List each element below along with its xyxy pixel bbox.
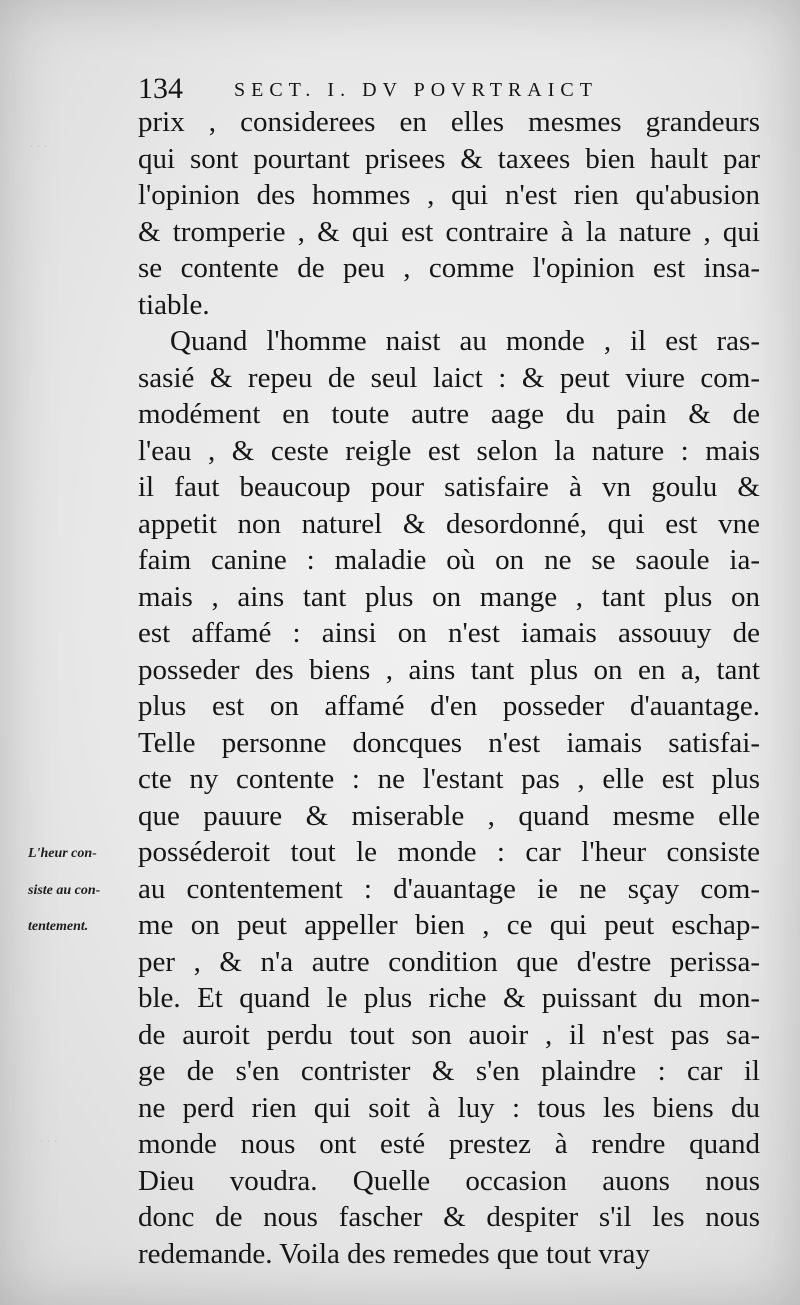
text-line: appetit non naturel & desordonné, qui est vne bbox=[138, 507, 760, 540]
text-line: faim canine : maladie où on ne se saoule ia- bbox=[138, 544, 760, 576]
text-line: Quand l'homme naist au monde , il est ras- bbox=[170, 325, 760, 357]
text-line: donc de nous fascher & despiter s'il les nous bbox=[138, 1201, 760, 1233]
text-line: redemande. Voila des remedes que tout vray bbox=[138, 1237, 650, 1270]
text-line: ble. Et quand le plus riche & puissant du mon- bbox=[138, 982, 760, 1014]
margin-note-line: L'heur con- bbox=[28, 846, 97, 861]
text-line: posseder des biens , ains tant plus on en a, tant bbox=[138, 653, 760, 686]
text-line: Telle personne doncques n'est iamais satisfai- bbox=[138, 726, 760, 759]
text-line: ge de s'en contrister & s'en plaindre : car il bbox=[138, 1055, 760, 1087]
text-line: Dieu voudra. Quelle occasion auons nous bbox=[138, 1164, 760, 1197]
text-line: au contentement : d'auantage ie ne sçay com- bbox=[138, 872, 760, 905]
text-line: ne perd rien qui soit à luy : tous les biens du bbox=[138, 1091, 760, 1124]
text-line: mais , ains tant plus on mange , tant plus on bbox=[138, 580, 760, 613]
text-line: modément en toute autre aage du pain & de bbox=[138, 398, 760, 430]
text-line: il faut beaucoup pour satisfaire à vn goulu & bbox=[138, 471, 760, 503]
text-line: monde nous ont esté prestez à rendre quand bbox=[138, 1128, 760, 1160]
text-line: est affamé : ainsi on n'est iamais assouuy de bbox=[138, 617, 760, 649]
text-line: tiable. bbox=[138, 288, 210, 321]
text-line: cte ny contente : ne l'estant pas , elle est plus bbox=[138, 763, 760, 795]
text-line: l'eau , & ceste reigle est selon la nature : mais bbox=[138, 434, 760, 467]
text-line: qui sont pourtant prisees & taxees bien hault par bbox=[138, 142, 760, 175]
page-header bbox=[138, 72, 698, 106]
body-text bbox=[138, 104, 760, 1272]
text-line: sasié & repeu de seul laict : & peut viure com- bbox=[138, 361, 760, 394]
margin-note bbox=[28, 836, 146, 946]
text-line: prix , considerees en elles mesmes grandeurs bbox=[138, 106, 760, 138]
bleed-through-mark: · · · bbox=[30, 140, 48, 155]
text-line: & tromperie , & qui est contraire à la nature , qui bbox=[138, 215, 760, 248]
text-line: posséderoit tout le monde : car l'heur consiste bbox=[138, 836, 760, 868]
text-line: que pauure & miserable , quand mesme elle bbox=[138, 799, 760, 832]
running-head: SECT. I. DV POVRTRAICT bbox=[234, 79, 598, 101]
text-line: plus est on affamé d'en posseder d'auantage. bbox=[138, 690, 760, 722]
text-line: me on peut appeller bien , ce qui peut eschap- bbox=[138, 909, 760, 941]
text-line: se contente de peu , comme l'opinion est insa- bbox=[138, 252, 760, 284]
margin-note-line: siste au con- bbox=[28, 882, 101, 898]
margin-note-line: tentement. bbox=[28, 919, 89, 934]
text-line: l'opinion des hommes , qui n'est rien qu'abusion bbox=[138, 179, 760, 211]
page-number: 134 bbox=[138, 72, 183, 105]
text-line: de auroit perdu tout son auoir , il n'est pas sa- bbox=[138, 1018, 760, 1051]
text-line: per , & n'a autre condition que d'estre perissa- bbox=[138, 945, 760, 978]
bleed-through-mark: · · · bbox=[40, 1135, 58, 1150]
